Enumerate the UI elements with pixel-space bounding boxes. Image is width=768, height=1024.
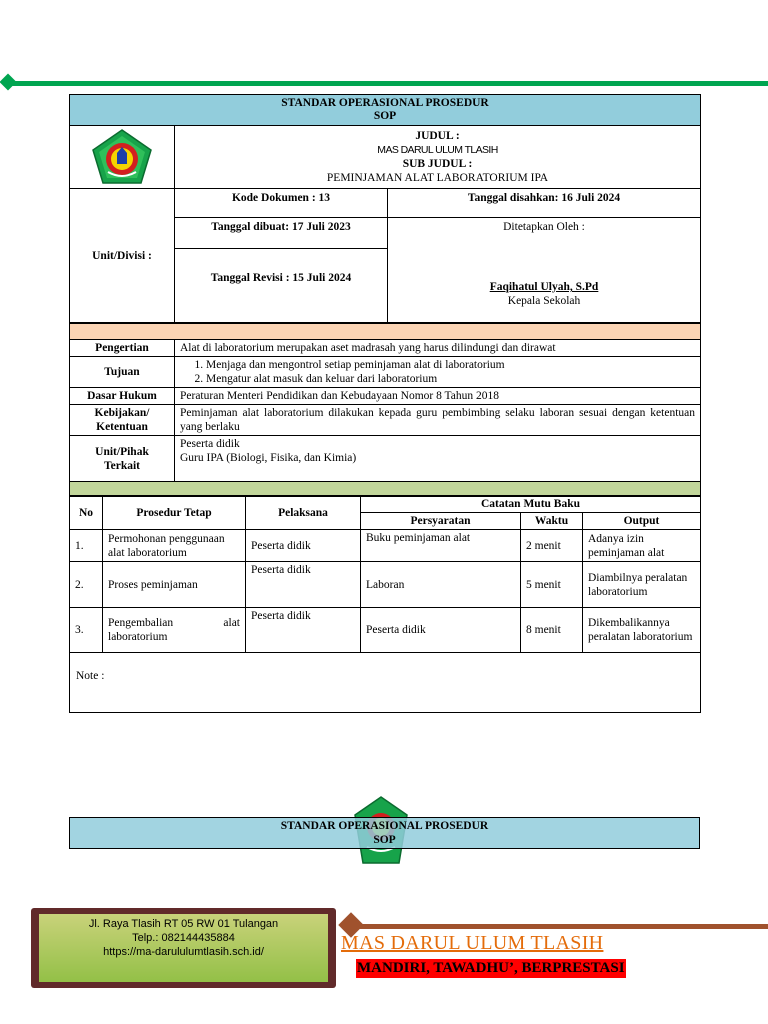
row-waktu: 5 menit: [521, 562, 583, 608]
footer-address: Jl. Raya Tlasih RT 05 RW 01 Tulangan: [88, 918, 279, 930]
tanggal-revisi: Tanggal Revisi : 15 Juli 2024: [175, 249, 388, 323]
tujuan-list: [180, 358, 695, 386]
row-pelaksana: Peserta didik: [246, 608, 361, 653]
col-no: No: [70, 496, 103, 530]
col-catatan: Catatan Mutu Baku: [361, 496, 701, 513]
row-output: Diambilnya peralatan laboratorium: [583, 562, 701, 608]
kebijakan-label: [70, 405, 175, 436]
col-persyaratan: Persyaratan: [361, 513, 521, 530]
unit-pihak-label-line: Terkait: [104, 459, 140, 472]
tanggal-disahkan: Tanggal disahkan: 16 Juli 2024: [388, 189, 701, 218]
footer-motto: MANDIRI, TAWADHU’, BERPRESTASI: [357, 960, 625, 976]
sop-title: STANDAR OPERASIONAL PROSEDUR: [281, 97, 489, 109]
footer-address-inner: [39, 914, 328, 982]
school-emblem-icon: [90, 128, 154, 186]
kebijakan-label-line: Ketentuan: [96, 421, 148, 433]
page2-title-box: [69, 817, 700, 849]
row-prosedur: Permohonan penggunaan alat laboratorium: [103, 530, 246, 562]
col-output: Output: [583, 513, 701, 530]
dasar-hukum-text: Peraturan Menteri Pendidikan dan Kebudayaan Nomor 8 Tahun 2018: [175, 388, 701, 405]
row-persyaratan: Buku peminjaman alat: [361, 530, 521, 562]
unit-pihak-label: [70, 436, 175, 482]
page2-subtitle: SOP: [373, 834, 396, 846]
row-prosedur: Pengembalian alat laboratorium: [103, 608, 246, 653]
sop-header-table: [69, 94, 701, 323]
kebijakan-label-line: Kebijakan/: [94, 407, 150, 419]
kode-dokumen: Kode Dokumen : 13: [175, 189, 388, 218]
table-row: [70, 530, 701, 562]
judul-value: MAS DARUL ULUM TLASIH: [377, 144, 498, 156]
procedure-table: [69, 495, 701, 713]
signer-role: Kepala Sekolah: [507, 295, 581, 307]
page2-title: STANDAR OPERASIONAL PROSEDUR: [280, 820, 489, 832]
info-table: [69, 323, 701, 497]
ditetapkan-cell: [388, 218, 701, 323]
table-row: [70, 562, 701, 608]
row-waktu: 8 menit: [521, 608, 583, 653]
table-row: [70, 608, 701, 653]
top-green-line: [10, 81, 768, 86]
pengertian-text: Alat di laboratorium merupakan aset madrasah yang harus dilindungi dan dirawat: [175, 340, 701, 357]
sub-judul-value: PEMINJAMAN ALAT LABORATORIUM IPA: [326, 172, 549, 184]
footer-address-box: [31, 908, 336, 988]
row-pelaksana: Peserta didik: [246, 530, 361, 562]
unit-pihak-label-line: Unit/Pihak: [95, 445, 149, 458]
judul-label: JUDUL :: [415, 130, 460, 142]
row-no: 1.: [70, 530, 103, 562]
tanggal-dibuat: Tanggal dibuat: 17 Juli 2023: [175, 218, 388, 249]
peach-separator: [70, 324, 701, 340]
signer-name: Faqihatul Ulyah, S.Pd: [489, 281, 599, 293]
row-waktu: 2 menit: [521, 530, 583, 562]
row-no: 2.: [70, 562, 103, 608]
logo-cell: [70, 126, 175, 189]
col-pelaksana: Pelaksana: [246, 496, 361, 530]
pengertian-label: Pengertian: [70, 340, 175, 357]
row-persyaratan: Laboran: [361, 562, 521, 608]
sop-title-cell: [70, 95, 701, 126]
col-waktu: Waktu: [521, 513, 583, 530]
sub-judul-label: SUB JUDUL :: [402, 158, 473, 170]
footer-website: https://ma-darululumtlasih.sch.id/: [103, 946, 264, 958]
unit-divisi-label: Unit/Divisi :: [70, 189, 175, 323]
tujuan-cell: [175, 357, 701, 388]
footer-brown-line: [350, 924, 768, 929]
dasar-hukum-label: Dasar Hukum: [70, 388, 175, 405]
unit-pihak-cell: [175, 436, 701, 482]
tujuan-label: Tujuan: [70, 357, 175, 388]
row-output: Dikembalikannya peralatan laboratorium: [583, 608, 701, 653]
tujuan-item: 1. Menjaga dan mengontrol setiap peminjaman alat di laboratorium: [206, 358, 695, 372]
tujuan-item: 2. Mengatur alat masuk dan keluar dari laboratorium: [206, 372, 695, 386]
footer-phone: Telp.: 082144435884: [132, 932, 235, 944]
note-cell: Note :: [70, 653, 701, 713]
footer-school-name: MAS DARUL ULUM TLASIH: [341, 932, 604, 954]
ditetapkan-label: Ditetapkan Oleh :: [503, 221, 585, 233]
sop-subtitle: SOP: [373, 110, 397, 122]
row-output: Adanya izin peminjaman alat: [583, 530, 701, 562]
col-prosedur: Prosedur Tetap: [103, 496, 246, 530]
unit-pihak-item: Guru IPA (Biologi, Fisika, dan Kimia): [180, 452, 357, 464]
kebijakan-text: Peminjaman alat laboratorium dilakukan kepada guru pembimbing selaku laboran sesuai dengan ketentuan yang berlaku: [175, 405, 701, 436]
top-diamond-icon: [0, 74, 16, 91]
row-no: 3.: [70, 608, 103, 653]
judul-cell: [175, 126, 701, 189]
row-prosedur: Proses peminjaman: [103, 562, 246, 608]
row-pelaksana: Peserta didik: [246, 562, 361, 608]
unit-pihak-item: Peserta didik: [180, 438, 240, 450]
row-persyaratan: Peserta didik: [361, 608, 521, 653]
